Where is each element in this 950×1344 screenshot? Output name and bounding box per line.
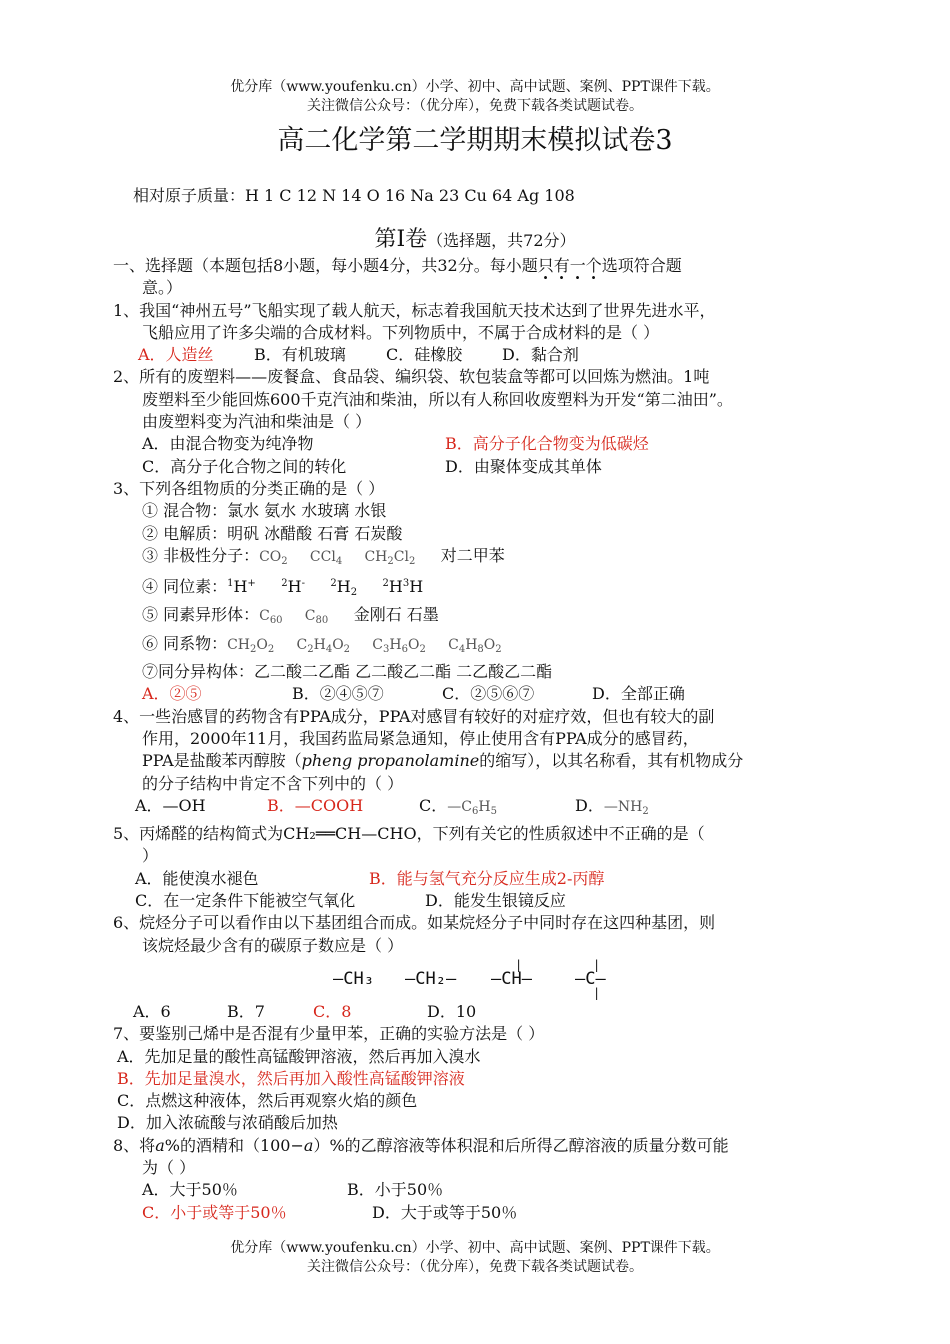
group-ch: —CH— | — [491, 957, 532, 989]
exam-title: 高二化学第二学期期末模拟试卷3 — [277, 125, 673, 156]
q8-line1: 8、将a%的酒精和（100−a）%的乙醇溶液等体积混和后所得乙醇溶液的质量分数可能 — [113, 1135, 729, 1155]
emph-char: 只 — [537, 256, 554, 275]
q3-item5: ⑤ 同素异形体：$C_{60}$ $C_{80}$ 金刚石 石墨 — [142, 605, 439, 627]
q1-option-d: D．黏合剂 — [502, 345, 579, 365]
q6-option-d: D．10 — [427, 1001, 477, 1021]
q3-item4: ④ 同位素：$^1$H+ $^2$H- $^2H_2$ $^2H^3H$ — [142, 577, 424, 599]
q5-option-d: D．能发生银镜反应 — [425, 891, 566, 911]
q6-options — [113, 1001, 845, 1023]
q4-option-c: C．$—C_6H_5$ — [419, 795, 497, 817]
q8-line2: 为（ ） — [142, 1157, 196, 1177]
q8-options-cd — [113, 1202, 845, 1224]
q6-groups — [113, 957, 845, 1001]
q2-line3: 由废塑料变为汽油和柴油是（ ） — [142, 412, 372, 432]
q2-option-d: D．由聚体变成其单体 — [445, 456, 602, 476]
q3-item2: ② 电解质：明矾 冰醋酸 石膏 石炭酸 — [142, 523, 403, 543]
header-line-2: 关注微信公众号：（优分库），免费下载各类试题试卷。 — [307, 98, 643, 114]
q8-options-ab — [113, 1179, 845, 1201]
q3-line1: 3、下列各组物质的分类正确的是（ ） — [113, 478, 385, 498]
q2-line1: 2、所有的废塑料——废餐盒、食品袋、编织袋、软包装盒等都可以回炼为燃油。1吨 — [113, 367, 710, 387]
q7-option-c: C．点燃这种液体，然后再观察火焰的颜色 — [117, 1091, 418, 1111]
q1-option-b: B．有机玻璃 — [254, 345, 346, 365]
q6-line1: 6、烷烃分子可以看作由以下基团组合而成。如某烷烃分子中同时存在这四种基团，则 — [113, 913, 716, 933]
footer-line-2: 关注微信公众号：（优分库），免费下载各类试题试卷。 — [307, 1259, 643, 1275]
part-note: （选择题，共72分） — [427, 231, 576, 250]
emph-char: 一 — [569, 256, 586, 275]
group-ch2: —CH₂— — [405, 968, 457, 989]
q3-option-b: B．②④⑤⑦ — [292, 684, 384, 704]
q2-option-a: A．由混合物变为纯净物 — [142, 434, 314, 454]
q5-option-a: A．能使溴水褪色 — [135, 868, 259, 888]
group-c: —C— | | — [575, 957, 606, 1000]
q5-option-c: C．在一定条件下能被空气氧化 — [135, 891, 356, 911]
q7-option-d: D．加入浓硫酸与浓硝酸后加热 — [117, 1113, 338, 1133]
q5-options-cd — [113, 890, 845, 912]
q2-options-ab — [113, 433, 845, 455]
section-heading-cont: 意。） — [142, 278, 183, 298]
page-footer — [0, 1239, 950, 1277]
q2-option-c: C．高分子化合物之间的转化 — [142, 456, 347, 476]
q4-options — [113, 795, 845, 823]
atomic-mass-line: 相对原子质量：H 1 C 12 N 14 O 16 Na 23 Cu 64 Ag 108 — [133, 186, 575, 205]
q2-option-b: B．高分子化合物变为低碳烃 — [445, 434, 649, 454]
q1-line1: 1、我国“神州五号”飞船实现了载人航天，标志着我国航天技术达到了世界先进水平， — [113, 300, 716, 320]
q4-line2: 作用，2000年11月，我国药监局紧急通知，停止使用含有PPA成分的感冒药， — [142, 728, 699, 748]
q4-line3: PPA是盐酸苯丙醇胺（pheng propanolamine的缩写），以其名称看，其有机物成分 — [142, 751, 744, 771]
q5-options-ab — [113, 868, 845, 890]
q6-option-b: B．7 — [227, 1001, 265, 1021]
q1-option-c: C．硅橡胶 — [386, 345, 463, 365]
q3-options — [113, 683, 845, 705]
q3-option-d: D．全部正确 — [592, 684, 685, 704]
page-header — [0, 78, 950, 116]
q5-option-b: B．能与氢气充分反应生成2-丙醇 — [369, 868, 605, 888]
q6-option-a: A．6 — [133, 1001, 171, 1021]
header-line-1: 优分库（www.youfenku.cn）小学、初中、高中试题、案例、PPT课件下载。 — [230, 79, 720, 95]
q7-option-a: A．先加足量的酸性高锰酸钾溶液，然后再加入溴水 — [117, 1046, 481, 1066]
q2-options-cd — [113, 456, 845, 478]
q3-item6: ⑥ 同系物：$CH_2O_2$ $C_2H_4O_2$ $C_3H_6O_2$ $C_4H_8O_2$ — [142, 633, 502, 655]
q6-line2: 该烷烃最少含有的碳原子数应是（ ） — [142, 935, 404, 955]
q4-option-d: D．$—NH_2$ — [575, 795, 649, 817]
q3-option-a: A．②⑤ — [142, 684, 202, 704]
q8-option-c: C．小于或等于50％ — [142, 1202, 287, 1222]
section-heading: 一、选择题（本题包括8小题，每小题4分，共32分。每小题只有一个选项符合题 — [113, 256, 682, 275]
q8-option-b: B．小于50％ — [347, 1180, 444, 1200]
q2-line2: 废塑料至少能回炼600千克汽油和柴油，所以有人称回收废塑料为开发“第二油田”。 — [142, 389, 733, 409]
q3-option-c: C．②⑤⑥⑦ — [442, 684, 535, 704]
footer-line-1: 优分库（www.youfenku.cn）小学、初中、高中试题、案例、PPT课件下载。 — [230, 1240, 720, 1256]
q1-options — [113, 344, 845, 366]
q4-option-b: B．—COOH — [267, 795, 364, 815]
emph-char: 个 — [585, 256, 602, 275]
q7-option-b: B．先加足量溴水，然后再加入酸性高锰酸钾溶液 — [117, 1068, 465, 1088]
q4-line1: 4、一些治感冒的药物含有PPA成分，PPA对感冒有较好的对症疗效，但也有较大的副 — [113, 706, 715, 726]
q3-item7: ⑦同分异构体：乙二酸二乙酯 乙二酸乙二酯 二乙酸乙二酯 — [142, 662, 553, 682]
q8-option-d: D．大于或等于50％ — [372, 1202, 518, 1222]
q4-option-a: A．—OH — [135, 795, 206, 815]
q5-line1: 5、丙烯醛的结构简式为CH₂══CH—CHO，下列有关它的性质叙述中不正确的是（ — [113, 824, 705, 844]
q1-option-a: A．人造丝 — [138, 345, 214, 365]
q4-line4: 的分子结构中肯定不含下列中的（ ） — [142, 773, 404, 793]
group-ch3: —CH₃ — [333, 968, 374, 989]
exam-body — [113, 255, 845, 1224]
q7-line1: 7、要鉴别己烯中是否混有少量甲苯，正确的实验方法是（ ） — [113, 1024, 545, 1044]
part-heading — [0, 222, 950, 253]
q5-line2: ） — [142, 846, 159, 866]
q1-line2: 飞船应用了许多尖端的合成材料。下列物质中，不属于合成材料的是（ ） — [142, 322, 660, 342]
emph-char: 有 — [553, 256, 570, 275]
q6-option-c: C．8 — [313, 1001, 352, 1021]
part-name: 第Ⅰ卷 — [374, 227, 428, 252]
q3-item1: ① 混合物：氯水 氨水 水玻璃 水银 — [142, 501, 387, 521]
q8-option-a: A．大于50％ — [142, 1180, 238, 1200]
q3-item3: ③ 非极性分子：$CO_2$ CCl$_4$ $CH_2Cl_2$ 对二甲苯 — [142, 545, 505, 567]
